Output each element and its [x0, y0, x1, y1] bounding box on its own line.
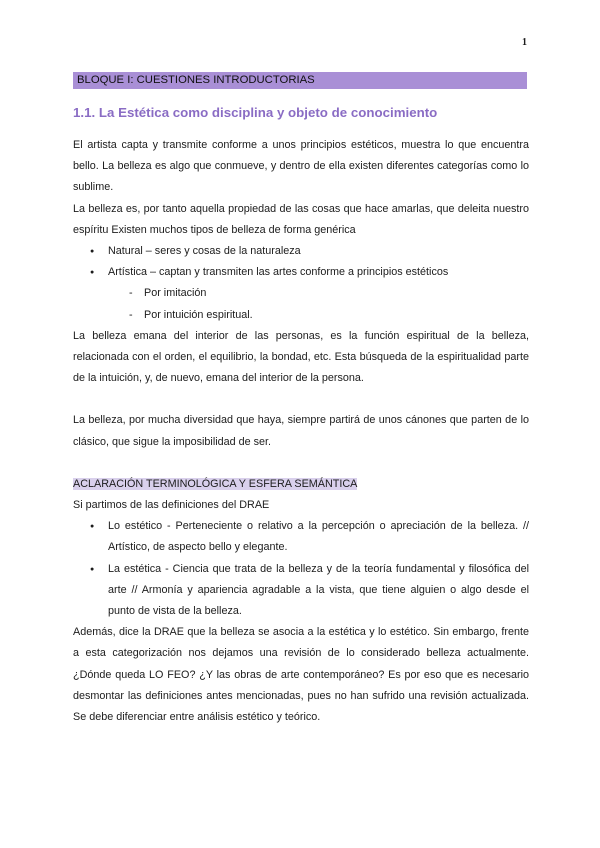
paragraph-intro: El artista capta y transmite conforme a unos principios estéticos, muestra lo que encuentra bello. La belleza es algo que conmueve, y dentro de ella existen diferentes categorías como lo sublime. [73, 139, 529, 194]
section-title: 1.1. La Estética como disciplina y objeto de conocimiento [73, 105, 438, 120]
list-item: ● La estética - Ciencia que trata de la belleza y de la teoría fundamental y filosófica del arte // Armonía y apariencia agradable a la vista, que tiene alguien o algo desde el punto de vista de la belleza. [73, 559, 529, 623]
block-header: BLOQUE I: CUESTIONES INTRODUCTORIAS [73, 72, 527, 89]
artistic-subtypes-list [73, 283, 529, 325]
paragraph-beauty-definition: La belleza es, por tanto aquella propiedad de las cosas que hace amarlas, que deleita nuestro espíritu Existen muchos tipos de belleza de forma genérica [73, 202, 529, 236]
list-item: - Por intuición espiritual. [73, 305, 529, 326]
paragraph-spirituality: La belleza emana del interior de las personas, es la función espiritual de la belleza, relacionada con el orden, el equilibrio, la bondad, etc. Esta búsqueda de la espiritualidad parte de la intuición, y, de nuevo, emana del interior de la persona. [73, 329, 529, 385]
beauty-types-list [73, 241, 529, 283]
list-item: ● Artística – captan y transmiten las artes conforme a principios estéticos [73, 262, 529, 283]
page-number: 1 [522, 37, 527, 48]
subheading: ACLARACIÓN TERMINOLÓGICA Y ESFERA SEMÁNTICA [73, 477, 358, 490]
list-item: ● Lo estético - Perteneciente o relativo a la percepción o apreciación de la belleza. // Artístico, de aspecto bello y elegante. [73, 516, 529, 558]
paragraph-canons: La belleza, por mucha diversidad que haya, siempre partirá de unos cánones que parten de lo clásico, que sigue la imposibilidad de ser. [73, 414, 529, 448]
paragraph-critique: Además, dice la DRAE que la belleza se asocia a la estética y lo estético. Sin embargo, frente a esta categorización nos dejamos una revisión de lo considerado belleza actualmente. ¿Dónde queda LO FEO? ¿Y las obras de arte contemporáneo? Es por eso que es necesario desmontar las definiciones antes mencionadas, pues no han sufrido una revisión actualizada. Se debe diferenciar entre análisis estético y teórico. [73, 626, 529, 724]
definitions-list [73, 516, 529, 622]
paragraph-drae-intro: Si partimos de las definiciones del DRAE [73, 499, 270, 512]
list-item: - Por imitación [73, 283, 529, 304]
document-body [73, 135, 529, 728]
list-item: ● Natural – seres y cosas de la naturaleza [73, 241, 529, 262]
